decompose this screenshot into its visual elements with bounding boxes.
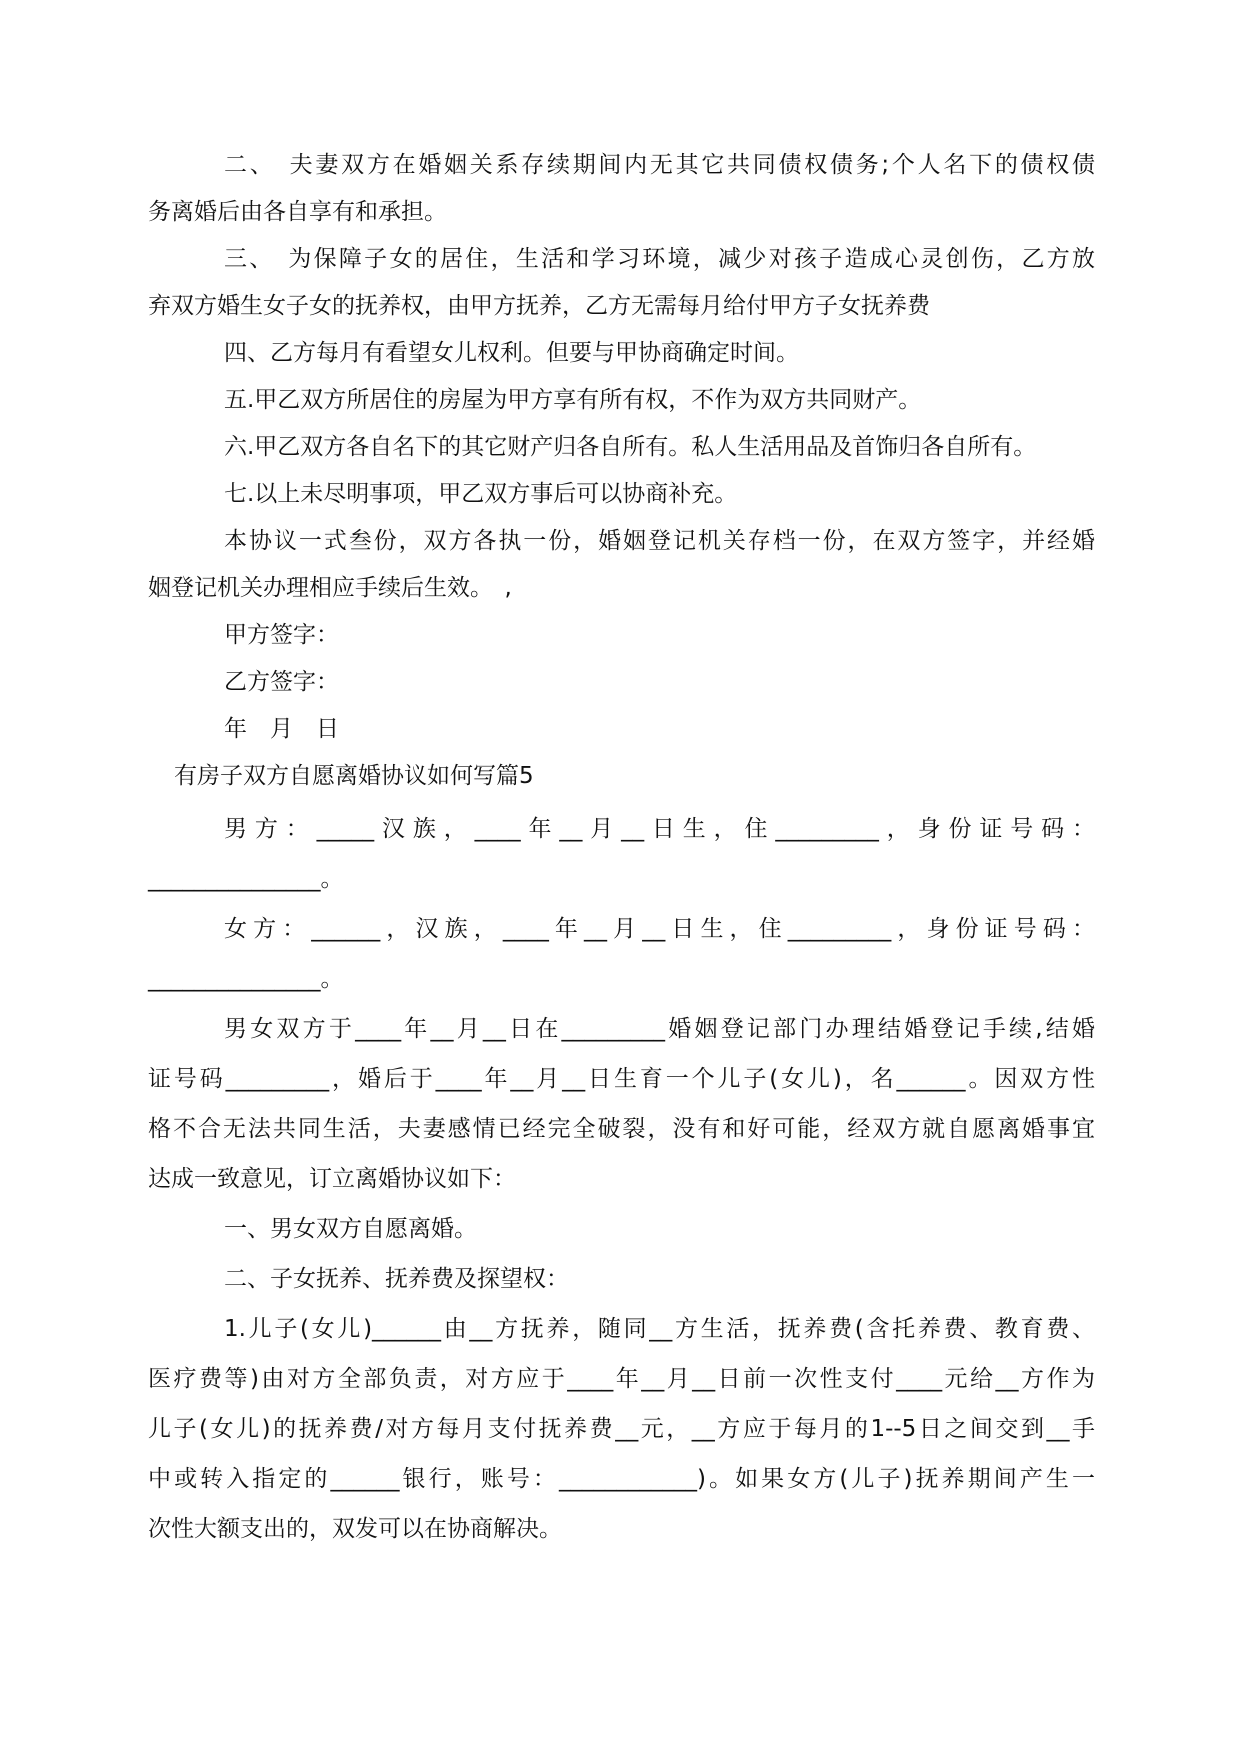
clause-2-line-1: 二、 夫妻双方在婚姻关系存续期间内无其它共同债权债务;个人名下的债权债 xyxy=(224,152,1095,178)
marriage-info-line-4: 达成一致意见，订立离婚协议如下： xyxy=(148,1166,516,1192)
clause-6: 六.甲乙双方各自名下的其它财产归各自所有。私人生活用品及首饰归各自所有。 xyxy=(224,434,1037,460)
wife-info-line-2: _______________。 xyxy=(148,966,344,992)
wife-info-line-1: 女方：______，汉族，____年__月__日生，住_________，身份证号码： xyxy=(224,916,1095,942)
party-b-signature-label: 乙方签字： xyxy=(224,669,339,695)
party-a-signature-label: 甲方签字： xyxy=(224,622,339,648)
child-support-line-5: 次性大额支出的，双发可以在协商解决。 xyxy=(148,1516,562,1542)
marriage-info-line-2: 证号码_________，婚后于____年__月__日生育一个儿子(女儿)，名______。因双方性 xyxy=(148,1066,1095,1092)
child-support-line-4: 中或转入指定的______银行，账号：____________)。如果女方(儿子)抚养期间产生一 xyxy=(148,1466,1095,1492)
clause-2-line-2: 务离婚后由各自享有和承担。 xyxy=(148,199,447,225)
date-label: 年 月 日 xyxy=(224,716,339,742)
husband-info-line-2: _______________。 xyxy=(148,866,344,892)
article-2-heading: 二、子女抚养、抚养费及探望权： xyxy=(224,1266,569,1292)
clause-3-line-1: 三、 为保障子女的居住，生活和学习环境，减少对孩子造成心灵创伤，乙方放 xyxy=(224,246,1095,272)
agreement-copies-line-2: 姻登记机关办理相应手续后生效。 , xyxy=(148,575,512,601)
section-heading: 有房子双方自愿离婚协议如何写篇5 xyxy=(174,763,534,789)
clause-3-line-2: 弃双方婚生女子女的抚养权，由甲方抚养，乙方无需每月给付甲方子女抚养费 xyxy=(148,293,930,319)
clause-7: 七.以上未尽明事项，甲乙双方事后可以协商补充。 xyxy=(224,481,738,507)
child-support-line-3: 儿子(女儿)的抚养费/对方每月支付抚养费__元，__方应于每月的1--5日之间交到__手 xyxy=(148,1416,1095,1442)
child-support-line-1: 1.儿子(女儿)______由__方抚养，随同__方生活，抚养费(含托养费、教育费、 xyxy=(224,1316,1095,1342)
article-1: 一、男女双方自愿离婚。 xyxy=(224,1216,477,1242)
marriage-info-line-1: 男女双方于____年__月__日在_________婚姻登记部门办理结婚登记手续,结婚 xyxy=(224,1016,1095,1042)
clause-5: 五.甲乙双方所居住的房屋为甲方享有所有权，不作为双方共同财产。 xyxy=(224,387,922,413)
child-support-line-2: 医疗费等)由对方全部负责，对方应于____年__月__日前一次性支付____元给__方作为 xyxy=(148,1366,1095,1392)
marriage-info-line-3: 格不合无法共同生活，夫妻感情已经完全破裂，没有和好可能，经双方就自愿离婚事宜 xyxy=(148,1116,1095,1142)
husband-info-line-1: 男方：_____汉族，____年__月__日生，住_________，身份证号码： xyxy=(224,816,1095,842)
clause-4: 四、乙方每月有看望女儿权利。但要与甲协商确定时间。 xyxy=(224,340,799,366)
agreement-copies-line-1: 本协议一式叁份，双方各执一份，婚姻登记机关存档一份，在双方签字，并经婚 xyxy=(224,528,1095,554)
